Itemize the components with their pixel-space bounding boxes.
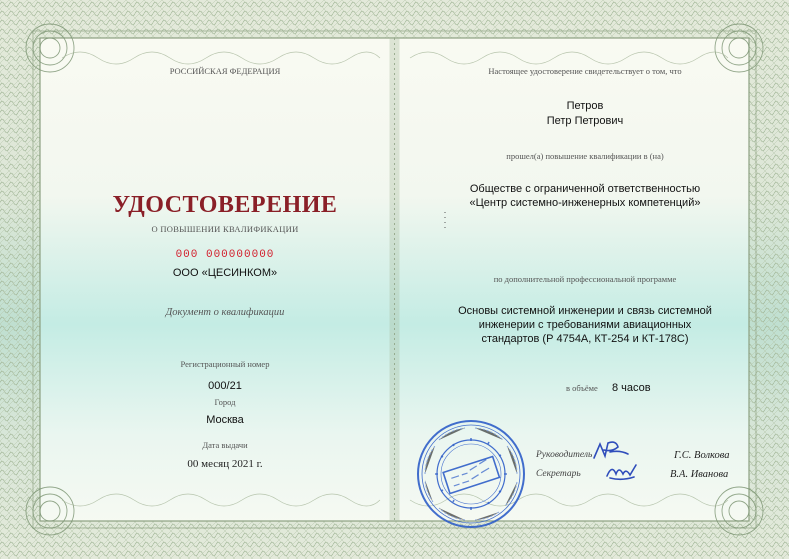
- recipient-surname: Петров: [566, 100, 604, 112]
- issuing-organization: ООО «ЦЕСИНКОМ»: [172, 267, 278, 279]
- training-org-line-1: Обществе с ограниченной ответственностью: [469, 183, 701, 195]
- program-label: по дополнительной профессиональной программе: [493, 274, 677, 284]
- volume-label: в объёме: [566, 383, 598, 393]
- certifies-text: Настоящее удостоверение свидетельствует о том, что: [488, 66, 682, 76]
- city-label: Город: [214, 397, 236, 407]
- program-line-1: Основы системной инженерии и связь системной: [458, 305, 712, 317]
- secretary-label: Секретарь: [536, 469, 581, 479]
- registration-number: 000/21: [208, 380, 242, 392]
- program-line-2: инженерии с требованиями авиационных: [478, 319, 692, 331]
- certificate-number: 000 000000000: [175, 249, 275, 261]
- document-type: Документ о квалификации: [165, 307, 285, 318]
- head-name: Г.С. Волкова: [674, 450, 730, 461]
- secretary-signature: [604, 460, 640, 482]
- issue-date: 00 месяц 2021 г.: [187, 458, 263, 470]
- head-signature: [590, 438, 632, 462]
- head-label: Руководитель: [536, 450, 593, 460]
- official-seal: [415, 418, 527, 530]
- training-org-line-2: «Центр системно-инженерных компетенций»: [469, 197, 701, 209]
- country-label: РОССИЙСКАЯ ФЕДЕРАЦИЯ: [169, 66, 281, 76]
- issue-date-label: Дата выдачи: [202, 440, 248, 450]
- secretary-name: В.А. Иванова: [670, 469, 729, 480]
- registration-label: Регистрационный номер: [180, 359, 270, 369]
- city-value: Москва: [206, 414, 244, 426]
- passed-text: прошел(а) повышение квалификации в (на): [506, 151, 664, 161]
- certificate-subtitle: О ПОВЫШЕНИИ КВАЛИФИКАЦИИ: [151, 224, 299, 234]
- program-line-3: стандартов (Р 4754А, КТ-254 и КТ-178С): [481, 333, 689, 345]
- certificate-title: УДОСТОВЕРЕНИЕ: [112, 192, 338, 218]
- recipient-name: Петр Петрович: [546, 115, 624, 127]
- volume-value: 8 часов: [612, 382, 651, 394]
